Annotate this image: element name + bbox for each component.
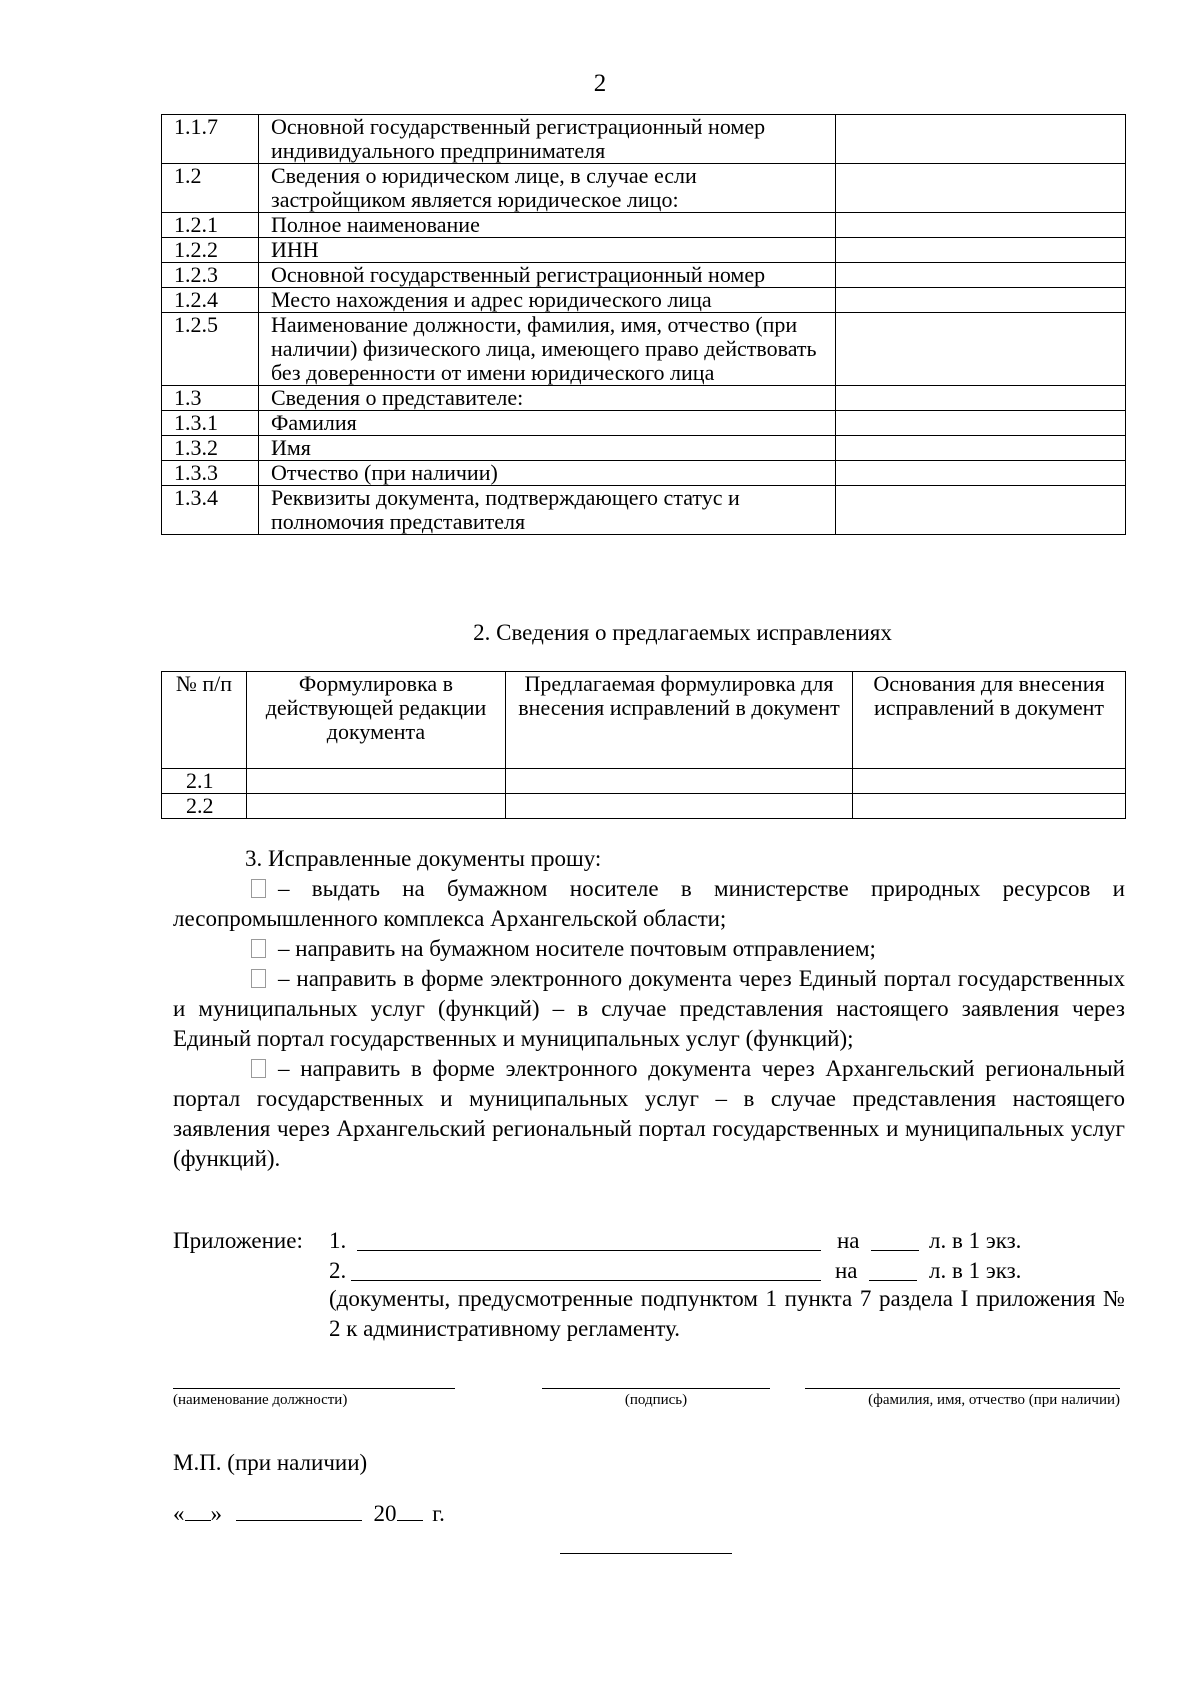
grounds-cell[interactable] [853,769,1126,794]
row-number: 1.3.1 [162,411,259,436]
row-number: 2.2 [162,794,247,819]
name-caption: (фамилия, имя, отчество (при наличии) [805,1388,1120,1409]
row-label: ИНН [259,238,836,263]
applicant-info-table [161,114,1126,535]
appendix [173,1226,1125,1341]
table-row [162,386,1126,411]
table-row [162,486,1126,535]
row-label: Место нахождения и адрес юридического лица [259,288,836,313]
table-row [162,115,1126,164]
table-row [162,263,1126,288]
signature-caption: (подпись) [542,1388,770,1409]
row-number: 1.1.7 [162,115,259,164]
appendix-note: (документы, предусмотренные подпунктом 1 пункта 7 раздела I приложения № 2 к административному регламенту. [329,1286,1125,1341]
table-row [162,769,1126,794]
appendix-item-2-field[interactable] [351,1256,821,1281]
row-value-cell[interactable] [836,411,1126,436]
date-line [173,1498,445,1527]
checkbox-icon[interactable] [251,939,266,958]
row-number: 1.3.3 [162,461,259,486]
checkbox-icon[interactable] [251,879,266,898]
row-value-cell[interactable] [836,164,1126,213]
table-row [162,288,1126,313]
on-label: на [835,1258,858,1283]
day-field[interactable] [185,1498,211,1521]
row-value-cell[interactable] [836,386,1126,411]
row-number: 1.2.5 [162,313,259,386]
grounds-cell[interactable] [853,794,1126,819]
header-grounds: Основания для внесения исправлений в документ [853,672,1126,769]
row-label: Основной государственный регистрационный номер индивидуального предпринимателя [259,115,836,164]
option-electronic-regional [173,1054,1125,1174]
table-row [162,213,1126,238]
sheets-count-field[interactable] [869,1256,917,1281]
row-label: Наименование должности, фамилия, имя, отчество (при наличии) физического лица, имеющего право действовать без доверенности от имени юридического лица [259,313,836,386]
month-field[interactable] [236,1498,362,1521]
row-value-cell[interactable] [836,288,1126,313]
row-label: Сведения о представителе: [259,386,836,411]
option-electronic-federal [173,964,1125,1054]
proposed-wording-cell[interactable] [506,769,853,794]
row-value-cell[interactable] [836,115,1126,164]
row-value-cell[interactable] [836,263,1126,288]
year-field[interactable] [397,1498,423,1521]
appendix-label: Приложение: [173,1228,303,1253]
open-quote: « [173,1501,185,1526]
row-value-cell[interactable] [836,238,1126,263]
sheets-count-field[interactable] [871,1226,919,1251]
option-text: – направить в форме электронного документа через Архангельский региональный портал государственных и муниципальных услуг – в случае представления настоящего заявления через Архангельский региональный портал государственных и муниципальных услуг (функций). [173,1056,1125,1171]
table-row [162,794,1126,819]
option-text: – выдать на бумажном носителе в министерстве природных ресурсов и лесопромышленного комплекса Архангельской области; [173,876,1125,931]
sheets-label: л. в 1 экз. [929,1228,1022,1253]
table-row [162,436,1126,461]
row-label: Основной государственный регистрационный номер [259,263,836,288]
option-text: – направить в форме электронного документа через Единый портал государственных и муниципальных услуг (функций) – в случае представления настоящего заявления через Единый портал государственных и муниципальных услуг (функций); [173,966,1125,1051]
stamp-place: М.П. (при наличии) [173,1450,368,1475]
row-label: Сведения о юридическом лице, в случае если застройщиком является юридическое лицо: [259,164,836,213]
header-number: № п/п [162,672,247,769]
row-value-cell[interactable] [836,436,1126,461]
table-row [162,238,1126,263]
corrections-table-header [162,672,1126,769]
end-divider [560,1553,732,1554]
row-number: 2.1 [162,769,247,794]
checkbox-icon[interactable] [251,969,266,988]
row-label: Реквизиты документа, подтверждающего статус и полномочия представителя [259,486,836,535]
current-wording-cell[interactable] [247,769,506,794]
table-row [162,461,1126,486]
checkbox-icon[interactable] [251,1059,266,1078]
option-paper-mail [173,934,1125,964]
corrections-table [161,671,1126,819]
on-label: на [837,1228,860,1253]
section-3 [173,844,1125,1174]
row-value-cell[interactable] [836,486,1126,535]
row-label: Имя [259,436,836,461]
option-text: – направить на бумажном носителе почтовым отправлением; [278,936,876,961]
section-2-title-text: 2. Сведения о предлагаемых исправлениях [473,620,892,645]
appendix-item-number: 1. [329,1228,347,1253]
row-number: 1.3.2 [162,436,259,461]
appendix-item-number: 2. [329,1258,347,1283]
header-current-wording: Формулировка в действующей редакции документа [247,672,506,769]
option-paper-ministry [173,874,1125,934]
row-label: Фамилия [259,411,836,436]
table-row [162,411,1126,436]
section-2-title [0,620,1200,646]
appendix-item-1-field[interactable] [357,1226,821,1251]
row-number: 1.2.1 [162,213,259,238]
row-value-cell[interactable] [836,213,1126,238]
row-label: Полное наименование [259,213,836,238]
row-number: 1.2.2 [162,238,259,263]
row-number: 1.3 [162,386,259,411]
header-proposed-wording: Предлагаемая формулировка для внесения исправлений в документ [506,672,853,769]
row-value-cell[interactable] [836,461,1126,486]
table-row [162,313,1126,386]
sheets-label: л. в 1 экз. [929,1258,1022,1283]
row-label: Отчество (при наличии) [259,461,836,486]
current-wording-cell[interactable] [247,794,506,819]
position-caption: (наименование должности) [173,1388,455,1409]
year-prefix: 20 [373,1501,397,1526]
row-number: 1.2.3 [162,263,259,288]
close-quote: » [210,1501,222,1526]
proposed-wording-cell[interactable] [506,794,853,819]
row-number: 1.2 [162,164,259,213]
row-value-cell[interactable] [836,313,1126,386]
year-suffix: г. [432,1501,445,1526]
row-number: 1.2.4 [162,288,259,313]
table-row [162,164,1126,213]
page-number: 2 [593,70,607,97]
row-number: 1.3.4 [162,486,259,535]
section-3-heading: 3. Исправленные документы прошу: [245,846,602,871]
